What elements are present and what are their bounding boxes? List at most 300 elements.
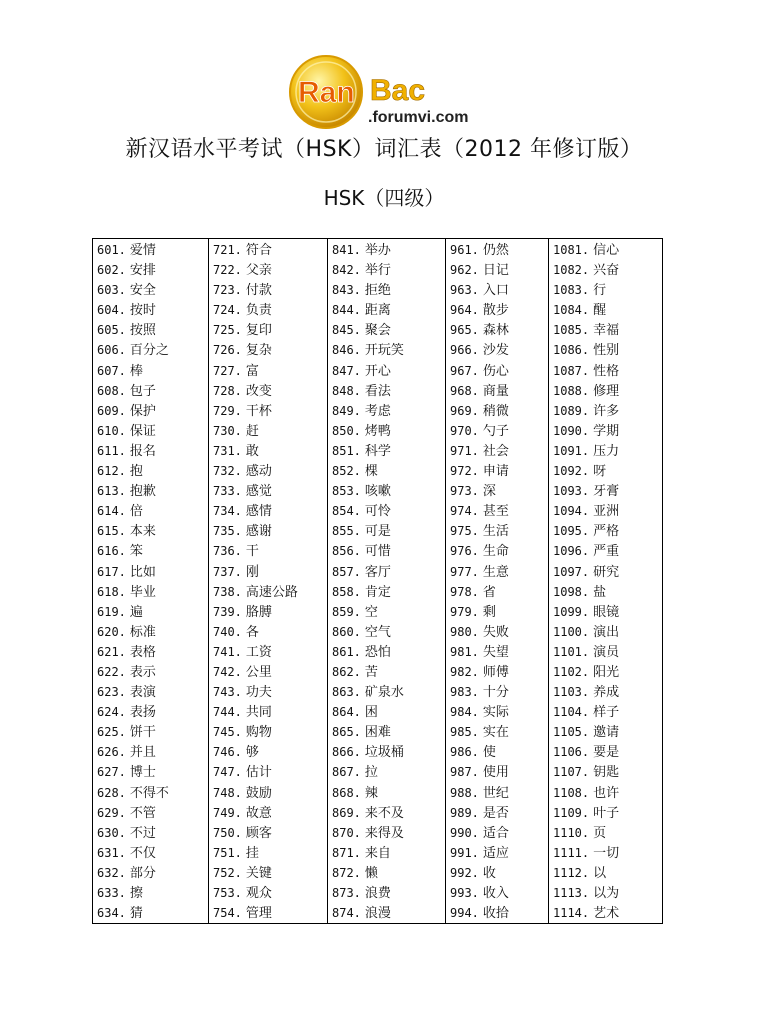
vocab-entry: [446, 541, 548, 561]
vocab-entry: [446, 682, 548, 702]
vocab-entry: [93, 783, 208, 803]
entry-number: 1084.: [553, 303, 590, 318]
vocab-entry: [93, 702, 208, 722]
vocab-entry: [93, 461, 208, 481]
entry-number: 858.: [332, 584, 361, 599]
entry-number: 602.: [97, 263, 126, 278]
entry-word: 省: [482, 584, 496, 600]
entry-word: 森林: [482, 323, 509, 339]
vocab-entry: [93, 340, 208, 360]
vocab-entry: [209, 883, 327, 903]
entry-number: 1085.: [553, 323, 590, 338]
entry-number: 965.: [450, 323, 479, 338]
entry-word: 部分: [129, 865, 156, 881]
entry-number: 1114.: [553, 906, 590, 921]
entry-word: 以: [593, 865, 607, 881]
entry-number: 730.: [213, 423, 242, 438]
entry-word: 百分之: [129, 343, 169, 359]
entry-number: 608.: [97, 383, 126, 398]
vocab-entry: [209, 642, 327, 662]
vocab-entry: [549, 421, 662, 441]
entry-number: 1081.: [553, 243, 590, 257]
vocab-entry: [446, 582, 548, 602]
entry-number: 735.: [213, 524, 242, 539]
entry-word: 实际: [482, 705, 509, 721]
entry-word: 以为: [593, 886, 620, 901]
vocab-entry: [209, 562, 327, 582]
vocab-entry: [328, 702, 445, 722]
entry-word: 稍微: [482, 403, 509, 419]
entry-number: 980.: [450, 624, 479, 639]
vocab-entry: [446, 883, 548, 903]
entry-word: 敢: [245, 443, 259, 459]
vocab-entry: [446, 863, 548, 883]
vocab-entry: [446, 461, 548, 481]
vocab-entry: [93, 521, 208, 541]
vocab-entry: [93, 823, 208, 843]
vocab-entry: [446, 622, 548, 642]
vocab-entry: [209, 742, 327, 762]
vocab-entry: [328, 300, 445, 320]
entry-number: 845.: [332, 323, 361, 338]
entry-number: 604.: [97, 303, 126, 318]
entry-word: 学期: [593, 423, 620, 439]
vocab-entry: [209, 461, 327, 481]
vocab-entry: [446, 762, 548, 782]
vocab-entry: [209, 622, 327, 642]
entry-word: 顾客: [245, 825, 272, 841]
entry-word: 适合: [482, 825, 509, 841]
vocab-entry: [328, 240, 445, 260]
entry-number: 970.: [450, 423, 479, 438]
entry-number: 752.: [213, 865, 242, 880]
entry-number: 979.: [450, 604, 479, 619]
vocab-entry: [328, 803, 445, 823]
vocab-column: [93, 239, 209, 924]
entry-word: 演员: [593, 644, 620, 660]
entry-word: 爱情: [129, 243, 156, 258]
vocab-entry: [209, 521, 327, 541]
vocab-entry: [93, 361, 208, 381]
entry-word: 生命: [482, 544, 509, 560]
vocab-entry: [93, 320, 208, 340]
entry-word: 猜: [129, 906, 143, 922]
vocab-entry: [549, 883, 662, 903]
vocab-entry: [328, 602, 445, 622]
entry-number: 605.: [97, 323, 126, 338]
vocab-entry: [93, 903, 208, 923]
entry-word: 够: [245, 745, 259, 761]
entry-number: 1094.: [553, 504, 590, 519]
vocab-entry: [209, 361, 327, 381]
entry-number: 617.: [97, 564, 126, 579]
entry-word: 矿泉水: [364, 685, 404, 701]
entry-word: 来自: [364, 845, 391, 861]
entry-word: 页: [593, 825, 607, 841]
entry-word: 是否: [482, 805, 509, 821]
vocab-entry: [446, 260, 548, 280]
entry-word: 关键: [245, 865, 272, 881]
entry-word: 失望: [482, 644, 509, 660]
entry-word: 仍然: [482, 243, 509, 258]
vocab-entry: [209, 722, 327, 742]
entry-number: 978.: [450, 584, 479, 599]
entry-number: 620.: [97, 624, 126, 639]
entry-number: 846.: [332, 343, 361, 358]
entry-number: 984.: [450, 705, 479, 720]
vocab-entry: [446, 521, 548, 541]
vocab-entry: [93, 260, 208, 280]
entry-word: 困: [364, 705, 378, 721]
entry-number: 621.: [97, 644, 126, 659]
vocab-entry: [549, 582, 662, 602]
vocab-entry: [93, 300, 208, 320]
entry-number: 977.: [450, 564, 479, 579]
entry-number: 741.: [213, 644, 242, 659]
entry-number: 987.: [450, 765, 479, 780]
entry-number: 750.: [213, 825, 242, 840]
entry-number: 607.: [97, 363, 126, 378]
vocab-entry: [328, 823, 445, 843]
entry-word: 恐怕: [364, 644, 391, 660]
entry-number: 721.: [213, 243, 242, 257]
entry-word: 使: [482, 745, 496, 761]
vocab-entry: [549, 662, 662, 682]
vocab-entry: [209, 602, 327, 622]
entry-number: 1111.: [553, 845, 590, 860]
entry-word: 考虑: [364, 403, 391, 419]
vocab-entry: [93, 582, 208, 602]
entry-number: 723.: [213, 283, 242, 298]
entry-word: 鼓励: [245, 785, 272, 801]
entry-number: 1095.: [553, 524, 590, 539]
vocab-entry: [549, 702, 662, 722]
entry-number: 982.: [450, 664, 479, 679]
vocab-entry: [446, 843, 548, 863]
entry-word: 来得及: [364, 825, 404, 841]
vocab-entry: [549, 803, 662, 823]
entry-word: 研究: [593, 564, 620, 580]
entry-word: 观众: [245, 886, 272, 901]
entry-number: 1092.: [553, 464, 590, 479]
entry-number: 964.: [450, 303, 479, 318]
vocab-entry: [209, 682, 327, 702]
entry-word: 世纪: [482, 785, 509, 801]
entry-word: 兴奋: [593, 263, 620, 279]
entry-number: 627.: [97, 765, 126, 780]
vocab-entry: [328, 260, 445, 280]
vocab-entry: [93, 280, 208, 300]
entry-word: 阳光: [593, 664, 620, 680]
entry-word: 包子: [129, 383, 156, 399]
vocab-entry: [446, 702, 548, 722]
entry-number: 1108.: [553, 785, 590, 800]
vocab-entry: [549, 722, 662, 742]
entry-word: 抱歉: [129, 484, 156, 500]
vocab-entry: [446, 742, 548, 762]
entry-number: 632.: [97, 865, 126, 880]
entry-number: 739.: [213, 604, 242, 619]
vocab-entry: [328, 883, 445, 903]
entry-word: 叶子: [593, 805, 620, 821]
entry-number: 843.: [332, 283, 361, 298]
vocab-entry: [209, 702, 327, 722]
entry-number: 743.: [213, 685, 242, 700]
entry-word: 举办: [364, 243, 391, 258]
vocab-entry: [446, 823, 548, 843]
entry-number: 614.: [97, 504, 126, 519]
entry-word: 工资: [245, 644, 272, 660]
entry-number: 993.: [450, 886, 479, 900]
entry-number: 985.: [450, 725, 479, 740]
entry-word: 感觉: [245, 484, 272, 500]
vocab-entry: [93, 421, 208, 441]
vocab-entry: [549, 501, 662, 521]
entry-word: 刚: [245, 564, 259, 580]
entry-word: 保证: [129, 423, 156, 439]
entry-word: 距离: [364, 303, 391, 319]
vocab-entry: [328, 863, 445, 883]
entry-number: 854.: [332, 504, 361, 519]
entry-word: 垃圾桶: [364, 745, 404, 761]
vocab-entry: [328, 280, 445, 300]
entry-word: 深: [482, 484, 496, 500]
entry-word: 感情: [245, 504, 272, 520]
entry-word: 功夫: [245, 685, 272, 701]
entry-number: 754.: [213, 906, 242, 921]
entry-number: 1097.: [553, 564, 590, 579]
entry-word: 表格: [129, 644, 156, 660]
entry-number: 863.: [332, 685, 361, 700]
entry-word: 保护: [129, 403, 156, 419]
entry-number: 732.: [213, 464, 242, 479]
vocab-entry: [549, 562, 662, 582]
entry-number: 855.: [332, 524, 361, 539]
entry-number: 615.: [97, 524, 126, 539]
entry-word: 倍: [129, 504, 143, 520]
entry-word: 不得不: [129, 785, 169, 801]
entry-word: 盐: [593, 584, 607, 600]
vocab-entry: [209, 783, 327, 803]
entry-number: 618.: [97, 584, 126, 599]
vocab-entry: [549, 320, 662, 340]
entry-word: 眼镜: [593, 604, 620, 620]
entry-word: 辣: [364, 785, 378, 801]
vocab-entry: [549, 783, 662, 803]
vocab-entry: [93, 441, 208, 461]
entry-word: 胳膊: [245, 604, 272, 620]
entry-word: 失败: [482, 624, 509, 640]
entry-number: 1112.: [553, 865, 590, 880]
vocab-entry: [446, 361, 548, 381]
entry-word: 剩: [482, 604, 496, 620]
entry-number: 1088.: [553, 383, 590, 398]
entry-number: 1089.: [553, 403, 590, 418]
vocabulary-table: [92, 238, 663, 924]
entry-number: 625.: [97, 725, 126, 740]
vocab-entry: [93, 541, 208, 561]
entry-word: 挂: [245, 845, 259, 861]
entry-number: 973.: [450, 484, 479, 499]
entry-number: 630.: [97, 825, 126, 840]
entry-number: 1107.: [553, 765, 590, 780]
vocab-entry: [446, 501, 548, 521]
entry-word: 邀请: [593, 725, 620, 741]
entry-word: 样子: [593, 705, 620, 721]
entry-number: 866.: [332, 745, 361, 760]
entry-number: 1099.: [553, 604, 590, 619]
entry-word: 咳嗽: [364, 484, 391, 500]
entry-number: 628.: [97, 785, 126, 800]
entry-number: 1083.: [553, 283, 590, 298]
vocab-entry: [328, 421, 445, 441]
entry-word: 安排: [129, 263, 156, 279]
entry-word: 科学: [364, 443, 391, 459]
entry-word: 收拾: [482, 906, 509, 922]
entry-number: 860.: [332, 624, 361, 639]
entry-word: 懒: [364, 865, 378, 881]
vocab-entry: [209, 401, 327, 421]
vocab-entry: [328, 501, 445, 521]
vocab-entry: [93, 622, 208, 642]
entry-word: 博士: [129, 765, 156, 781]
entry-number: 1110.: [553, 825, 590, 840]
entry-word: 牙膏: [593, 484, 620, 500]
entry-word: 开心: [364, 363, 391, 379]
entry-number: 738.: [213, 584, 242, 599]
vocab-entry: [446, 903, 548, 923]
vocab-entry: [93, 883, 208, 903]
entry-number: 748.: [213, 785, 242, 800]
entry-word: 按时: [129, 303, 156, 319]
logo-text-right: Bac: [370, 74, 426, 107]
entry-number: 976.: [450, 544, 479, 559]
entry-number: 1086.: [553, 343, 590, 358]
entry-number: 751.: [213, 845, 242, 860]
vocab-entry: [446, 803, 548, 823]
page-subtitle: HSK（四级）: [323, 186, 445, 210]
entry-word: 比如: [129, 564, 156, 580]
vocab-entry: [328, 742, 445, 762]
entry-word: 符合: [245, 243, 272, 258]
vocab-entry: [93, 240, 208, 260]
entry-word: 拒绝: [364, 283, 391, 299]
entry-number: 747.: [213, 765, 242, 780]
entry-word: 申请: [482, 464, 509, 480]
entry-word: 毕业: [129, 584, 156, 600]
entry-number: 974.: [450, 504, 479, 519]
vocab-entry: [328, 903, 445, 923]
vocab-column: [446, 239, 549, 924]
entry-word: 空: [364, 604, 378, 620]
vocab-entry: [549, 240, 662, 260]
vocab-entry: [549, 441, 662, 461]
entry-number: 848.: [332, 383, 361, 398]
vocab-entry: [549, 461, 662, 481]
vocab-entry: [328, 521, 445, 541]
vocab-entry: [209, 300, 327, 320]
entry-word: 富: [245, 363, 259, 379]
entry-number: 631.: [97, 845, 126, 860]
entry-word: 感动: [245, 464, 272, 480]
entry-number: 852.: [332, 464, 361, 479]
entry-word: 也许: [593, 785, 620, 801]
entry-number: 1100.: [553, 624, 590, 639]
entry-number: 727.: [213, 363, 242, 378]
vocab-entry: [328, 662, 445, 682]
entry-word: 报名: [129, 443, 156, 459]
entry-number: 994.: [450, 906, 479, 921]
entry-word: 性格: [593, 363, 620, 379]
entry-word: 可惜: [364, 544, 391, 560]
entry-word: 共同: [245, 705, 272, 721]
vocab-entry: [446, 783, 548, 803]
entry-number: 613.: [97, 484, 126, 499]
entry-number: 992.: [450, 865, 479, 880]
vocab-entry: [328, 722, 445, 742]
entry-word: 故意: [245, 805, 272, 821]
vocab-column: [549, 239, 663, 924]
vocab-entry: [549, 340, 662, 360]
vocab-entry: [549, 863, 662, 883]
entry-word: 浪漫: [364, 906, 391, 922]
entry-word: 呀: [593, 464, 607, 480]
entry-number: 872.: [332, 865, 361, 880]
vocab-entry: [328, 541, 445, 561]
vocab-entry: [209, 803, 327, 823]
entry-number: 629.: [97, 805, 126, 820]
entry-word: 师傅: [482, 664, 509, 680]
entry-word: 棵: [364, 464, 378, 480]
vocab-entry: [209, 582, 327, 602]
vocab-entry: [328, 642, 445, 662]
vocab-entry: [446, 441, 548, 461]
entry-word: 收: [482, 865, 496, 881]
vocab-entry: [446, 722, 548, 742]
entry-word: 信心: [593, 243, 620, 258]
vocab-entry: [93, 401, 208, 421]
entry-number: 868.: [332, 785, 361, 800]
entry-word: 散步: [482, 303, 509, 319]
entry-number: 1087.: [553, 363, 590, 378]
entry-word: 社会: [482, 443, 509, 459]
entry-word: 困难: [364, 725, 391, 741]
entry-number: 983.: [450, 685, 479, 700]
entry-word: 表示: [129, 664, 156, 680]
entry-number: 1102.: [553, 664, 590, 679]
entry-word: 表扬: [129, 705, 156, 721]
vocab-entry: [446, 340, 548, 360]
entry-number: 626.: [97, 745, 126, 760]
entry-number: 874.: [332, 906, 361, 921]
logo-graphic: [286, 52, 486, 132]
vocab-entry: [93, 501, 208, 521]
entry-word: 一切: [593, 845, 620, 861]
entry-word: 遍: [129, 604, 143, 620]
entry-number: 861.: [332, 644, 361, 659]
entry-word: 养成: [593, 685, 620, 701]
entry-number: 749.: [213, 805, 242, 820]
vocab-column: [328, 239, 446, 924]
entry-word: 不过: [129, 825, 156, 841]
entry-word: 棒: [129, 363, 143, 379]
entry-number: 961.: [450, 243, 479, 257]
vocab-entry: [93, 863, 208, 883]
entry-number: 990.: [450, 825, 479, 840]
vocab-entry: [93, 722, 208, 742]
entry-number: 850.: [332, 423, 361, 438]
vocab-entry: [209, 823, 327, 843]
